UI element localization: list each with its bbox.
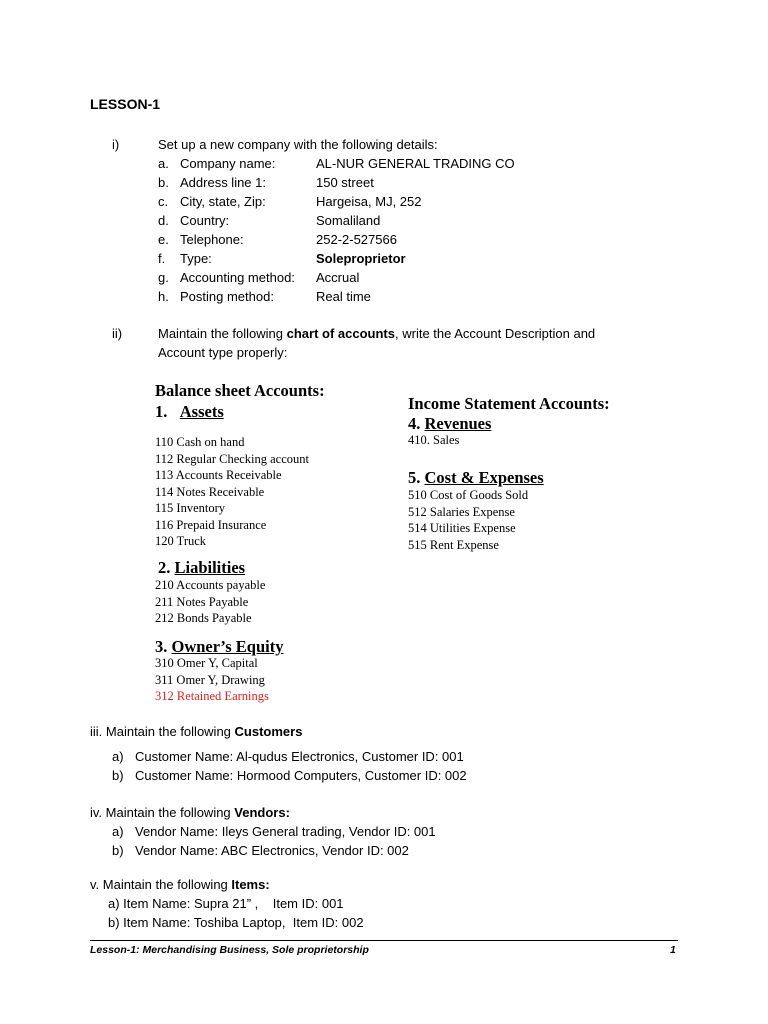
detail-value: Soleproprietor <box>316 251 406 266</box>
list-marker: b) <box>112 768 124 783</box>
section-v-bold: Items: <box>231 877 270 892</box>
revenues-heading <box>408 414 491 434</box>
inventory-item: a) Item Name: Supra 21” , Item ID: 001 <box>108 896 344 911</box>
section-v-prefix: v. Maintain the following <box>90 877 232 892</box>
assets-title: Assets <box>179 402 224 421</box>
section-iii-bold: Customers <box>234 724 303 739</box>
section-ii-text-pre: Maintain the following <box>158 326 287 341</box>
account-item: 115 Inventory <box>155 501 226 515</box>
detail-label: Type: <box>180 251 212 266</box>
account-item: 211 Notes Payable <box>155 594 249 609</box>
equity-list <box>155 655 269 705</box>
detail-letter: f. <box>158 251 166 266</box>
section-i-marker: i) <box>112 137 120 152</box>
expenses-number: 5. <box>408 468 421 487</box>
footer-page-number: 1 <box>670 944 676 956</box>
liabilities-title: Liabilities <box>174 558 246 577</box>
liabilities-number: 2. <box>158 558 171 577</box>
expenses-heading <box>408 468 544 488</box>
section-iii-prefix: iii. Maintain the following <box>90 724 235 739</box>
detail-letter: h. <box>158 289 169 304</box>
account-item: 512 Salaries Expense <box>408 504 515 519</box>
account-item: 310 Omer Y, Capital <box>155 656 258 670</box>
account-item-highlighted: 312 Retained Earnings <box>155 689 269 703</box>
section-i-intro: Set up a new company with the following details: <box>158 137 438 152</box>
detail-letter: b. <box>158 175 169 190</box>
revenues-number: 4. <box>408 414 421 433</box>
detail-label: Address line 1: <box>180 175 266 190</box>
detail-label: Country: <box>180 213 230 228</box>
detail-value: Real time <box>316 289 371 304</box>
account-item: 116 Prepaid Insurance <box>155 517 267 532</box>
list-text: Vendor Name: ABC Electronics, Vendor ID: 002 <box>135 843 409 858</box>
detail-label: Company name: <box>180 156 276 171</box>
section-ii-text-line2: Account type properly: <box>158 345 288 360</box>
detail-value: 150 street <box>316 175 374 190</box>
revenues-title: Revenues <box>424 414 492 433</box>
section-ii-marker: ii) <box>112 326 123 341</box>
list-text: Customer Name: Hormood Computers, Customer ID: 002 <box>135 768 467 783</box>
list-marker: b) <box>112 843 124 858</box>
assets-number: 1. <box>155 402 168 421</box>
items-list <box>108 894 364 932</box>
account-item: 114 Notes Receivable <box>155 484 265 499</box>
equity-number: 3. <box>155 637 168 656</box>
footer-title: Lesson-1: Merchandising Business, Sole proprietorship <box>90 944 369 956</box>
liabilities-heading <box>158 558 245 578</box>
equity-title: Owner’s Equity <box>171 637 284 656</box>
detail-letter: a. <box>158 156 169 171</box>
detail-letter: d. <box>158 213 169 228</box>
revenues-list <box>408 432 459 449</box>
detail-value: Somaliland <box>316 213 381 228</box>
assets-list <box>155 434 309 550</box>
account-item: 113 Accounts Receivable <box>155 468 282 482</box>
detail-label: City, state, Zip: <box>180 194 266 209</box>
liabilities-list <box>155 577 265 627</box>
expenses-list <box>408 487 528 553</box>
detail-letter: c. <box>158 194 169 209</box>
expenses-title: Cost & Expenses <box>424 468 544 487</box>
lesson-title: LESSON-1 <box>90 96 161 112</box>
section-ii-text-bold: chart of accounts <box>286 326 395 341</box>
list-text: Vendor Name: Ileys General trading, Vendor ID: 001 <box>135 824 436 839</box>
account-item: 515 Rent Expense <box>408 537 499 552</box>
equity-heading <box>155 637 284 657</box>
account-item: 210 Accounts payable <box>155 578 266 592</box>
income-statement-heading: Income Statement Accounts: <box>408 394 610 413</box>
section-iv-bold: Vendors: <box>234 805 290 820</box>
section-v-heading <box>90 875 270 894</box>
detail-letter: g. <box>158 270 169 285</box>
account-item: 410. Sales <box>408 433 460 447</box>
detail-label: Posting method: <box>180 289 274 304</box>
detail-value: Accrual <box>316 270 360 285</box>
detail-letter: e. <box>158 232 169 247</box>
account-item: 110 Cash on hand <box>155 435 245 449</box>
account-item: 510 Cost of Goods Sold <box>408 488 529 502</box>
account-item: 212 Bonds Payable <box>155 611 252 625</box>
section-ii-text-post: , write the Account Description and <box>395 326 596 341</box>
detail-label: Accounting method: <box>180 270 295 285</box>
detail-value: Hargeisa, MJ, 252 <box>316 194 422 209</box>
account-item: 311 Omer Y, Drawing <box>155 672 265 687</box>
account-item: 514 Utilities Expense <box>408 521 516 535</box>
detail-value: 252-2-527566 <box>316 232 397 247</box>
list-text: Customer Name: Al-qudus Electronics, Customer ID: 001 <box>135 749 464 764</box>
list-marker: a) <box>112 749 124 764</box>
account-item: 120 Truck <box>155 534 207 548</box>
detail-value: AL-NUR GENERAL TRADING CO <box>316 156 515 171</box>
balance-sheet-heading: Balance sheet Accounts: <box>155 381 325 400</box>
section-iii-heading <box>90 722 302 741</box>
inventory-item: b) Item Name: Toshiba Laptop, Item ID: 002 <box>108 915 364 930</box>
assets-heading <box>155 402 224 422</box>
list-marker: a) <box>112 824 124 839</box>
footer-divider <box>90 940 678 941</box>
account-item: 112 Regular Checking account <box>155 451 310 466</box>
section-iv-prefix: iv. Maintain the following <box>90 805 235 820</box>
section-iv-heading <box>90 803 290 822</box>
detail-label: Telephone: <box>180 232 244 247</box>
section-ii-text <box>158 324 595 343</box>
